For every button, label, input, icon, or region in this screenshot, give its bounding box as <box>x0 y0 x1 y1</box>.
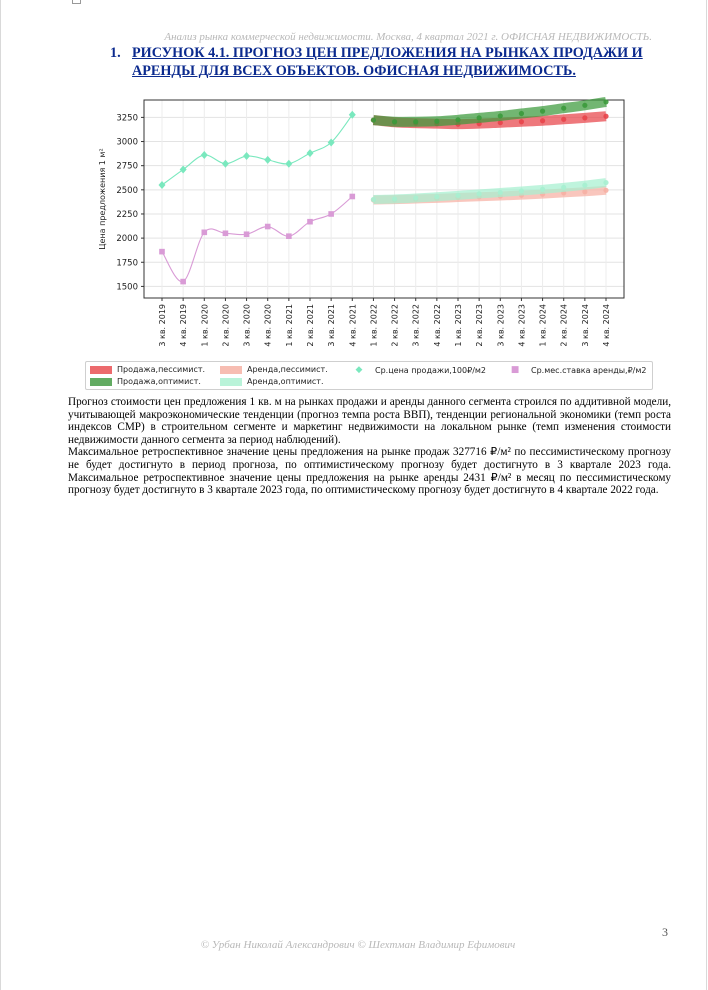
x-tick-label: 4 кв. 2019 <box>179 304 189 347</box>
forecast-point <box>519 188 524 193</box>
rent-rate-point <box>349 194 355 200</box>
legend-item-rent-pessimistic <box>220 365 328 374</box>
forecast-point <box>455 193 460 198</box>
forecast-point <box>561 106 566 111</box>
y-tick-label: 2250 <box>116 209 138 220</box>
paragraph-max-values: Максимальное ретроспективное значение цены предложения на рынке продаж 327716 ₽/м² по пессимистическому прогнозу не будет достигнуто в период прогноза, по оптимистическому прогнозу будет достигнуто в 3 квартале 2023 года. Максимальное ретроспективное значение цены предложения на рынке аренды 2431 ₽/м² в месяц по пессимистическому прогнозу будет достигнуто в 3 квартале 2023 года, по оптимистическому прогнозу будет достигнуто в 4 квартале 2022 года. <box>68 446 671 497</box>
forecast-point <box>540 118 545 123</box>
sale-price-point <box>264 156 271 164</box>
figure-title-text[interactable]: РИСУНОК 4.1. ПРОГНОЗ ЦЕН ПРЕДЛОЖЕНИЯ НА РЫНКАХ ПРОДАЖИ И АРЕНДЫ ДЛЯ ВСЕХ ОБЪЕКТОВ. ОФИСНАЯ НЕДВИЖИМОСТЬ. <box>132 45 643 79</box>
legend-label-sale-optimistic: Продажа,оптимист. <box>117 377 201 386</box>
rent-rate-point <box>328 211 334 217</box>
figure-title[interactable] <box>110 44 670 80</box>
forecast-point <box>455 117 460 122</box>
x-tick-label: 2 кв. 2024 <box>559 304 569 347</box>
legend-swatch-sale-pessimistic <box>90 366 112 374</box>
rent-rate-point <box>244 231 250 237</box>
running-header: Анализ рынка коммерческой недвижимости. Москва, 4 квартал 2021 г. ОФИСНАЯ НЕДВИЖИМОСТЬ. <box>164 31 652 43</box>
sale-price-point <box>243 152 250 160</box>
forecast-point <box>540 187 545 192</box>
legend-swatch-rent-pessimistic <box>220 366 242 374</box>
x-tick-label: 1 кв. 2022 <box>369 304 379 347</box>
legend-label-avg-sale-price: Ср.цена продажи,100₽/м2 <box>375 365 487 375</box>
legend-label-rent-optimistic: Аренда,оптимист. <box>247 377 324 386</box>
x-tick-label: 4 кв. 2021 <box>348 304 358 347</box>
legend-swatch-sale-optimistic <box>90 378 112 386</box>
forecast-point <box>582 103 587 108</box>
forecast-point <box>434 194 439 199</box>
chart <box>85 88 630 361</box>
rent-rate-point <box>201 230 207 236</box>
x-tick-label: 2 кв. 2020 <box>221 304 231 347</box>
sale-price-point <box>285 160 292 168</box>
x-tick-label: 3 кв. 2023 <box>496 304 506 347</box>
x-tick-label: 3 кв. 2021 <box>327 304 337 347</box>
forecast-point <box>561 117 566 122</box>
x-tick-label: 3 кв. 2019 <box>158 304 167 347</box>
forecast-point <box>498 113 503 118</box>
rent-rate-point <box>307 219 313 225</box>
x-tick-label: 3 кв. 2024 <box>580 304 590 347</box>
forecast-point <box>519 111 524 116</box>
crop-mark <box>72 0 81 4</box>
x-tick-label: 3 кв. 2020 <box>242 304 252 347</box>
forecast-point <box>498 190 503 195</box>
sale-price-line <box>162 115 352 185</box>
forecast-point <box>371 117 376 122</box>
x-tick-label: 4 кв. 2023 <box>517 304 527 347</box>
x-tick-label: 1 кв. 2023 <box>454 304 463 347</box>
forecast-point <box>603 114 608 119</box>
legend-item-rent-optimistic <box>220 377 324 386</box>
forecast-point <box>413 119 418 124</box>
x-tick-label: 4 кв. 2022 <box>432 304 442 347</box>
forecast-point <box>519 119 524 124</box>
footer-authors: © Урбан Николай Александрович © Шехтман Владимир Ефимович <box>200 939 516 951</box>
legend-label-sale-pessimistic: Продажа,пессимист. <box>117 365 206 374</box>
forecast-point <box>582 183 587 188</box>
page-edge-left <box>0 0 1 990</box>
legend-item-sale-pessimistic <box>90 365 205 374</box>
legend-item-avg-rent-rate <box>504 365 647 375</box>
forecast-point <box>603 188 608 193</box>
forecast-point <box>413 195 418 200</box>
legend-item-sale-optimistic <box>90 377 201 386</box>
rent-rate-line <box>162 196 352 281</box>
rent-rate-point <box>265 224 271 230</box>
rent-rate-point <box>223 230 229 236</box>
x-tick-label: 1 кв. 2024 <box>538 304 548 347</box>
sale-price-point <box>180 166 187 174</box>
sale-price-point <box>307 149 314 157</box>
diamond-marker-icon: ◆ <box>355 365 363 375</box>
forecast-point <box>603 180 608 185</box>
forecast-point <box>371 197 376 202</box>
sale-price-point <box>222 160 229 168</box>
figure-number: 1. <box>110 45 121 61</box>
y-tick-label: 2000 <box>116 234 138 245</box>
forecast-point <box>561 185 566 190</box>
forecast-point <box>582 189 587 194</box>
x-tick-label: 2 кв. 2023 <box>475 304 485 347</box>
y-axis-label: Цена предложения 1 м² <box>98 148 107 250</box>
legend-swatch-rent-optimistic <box>220 378 242 386</box>
x-tick-label: 4 кв. 2020 <box>263 304 273 347</box>
sale-price-point <box>159 181 166 189</box>
sale-price-point <box>201 151 208 159</box>
forecast-point <box>477 191 482 196</box>
y-tick-label: 3250 <box>116 113 138 124</box>
legend-item-avg-sale-price <box>348 365 486 375</box>
x-tick-label: 2 кв. 2021 <box>306 304 315 347</box>
x-tick-label: 1 кв. 2020 <box>200 304 210 347</box>
square-marker-icon: ■ <box>510 365 520 375</box>
forecast-point <box>434 119 439 124</box>
paragraph-forecast-method: Прогноз стоимости цен предложения 1 кв. м на рынках продажи и аренды данного сегмента строился по аддитивной модели, учитывающей макроэкономические тенденции (прогноз темпа роста ВВП), тенденции региональной экономики (темп роста индексов СМР) в строительном сегменте и маркетинг недвижимости на локальном рынке (темп изменения стоимости недвижимости данного сегмента за период наблюдений). <box>68 396 671 446</box>
rent-rate-point <box>159 249 165 255</box>
forecast-point <box>603 99 608 104</box>
forecast-point <box>477 115 482 120</box>
rent-rate-point <box>180 279 186 285</box>
y-tick-label: 1500 <box>116 282 138 293</box>
y-tick-label: 1750 <box>116 258 138 269</box>
y-tick-label: 3000 <box>116 137 138 148</box>
y-tick-label: 2750 <box>116 161 138 172</box>
body-text <box>68 396 671 497</box>
rent-rate-point <box>286 233 292 239</box>
forecast-point <box>540 109 545 114</box>
legend-label-avg-rent-rate: Ср.мес.ставка аренды,₽/м2 <box>531 365 647 375</box>
x-tick-label: 4 кв. 2024 <box>602 304 611 347</box>
x-tick-label: 1 кв. 2021 <box>284 304 294 347</box>
page-edge-right <box>706 0 707 990</box>
y-tick-label: 2500 <box>116 185 138 196</box>
x-tick-label: 2 кв. 2022 <box>390 304 400 347</box>
legend-label-rent-pessimistic: Аренда,пессимист. <box>247 365 328 374</box>
chart-svg <box>85 88 630 356</box>
forecast-point <box>392 119 397 124</box>
page-number: 3 <box>662 925 668 939</box>
forecast-point <box>582 115 587 120</box>
x-tick-label: 3 кв. 2022 <box>411 304 421 347</box>
forecast-point <box>392 196 397 201</box>
chart-legend <box>85 361 653 390</box>
